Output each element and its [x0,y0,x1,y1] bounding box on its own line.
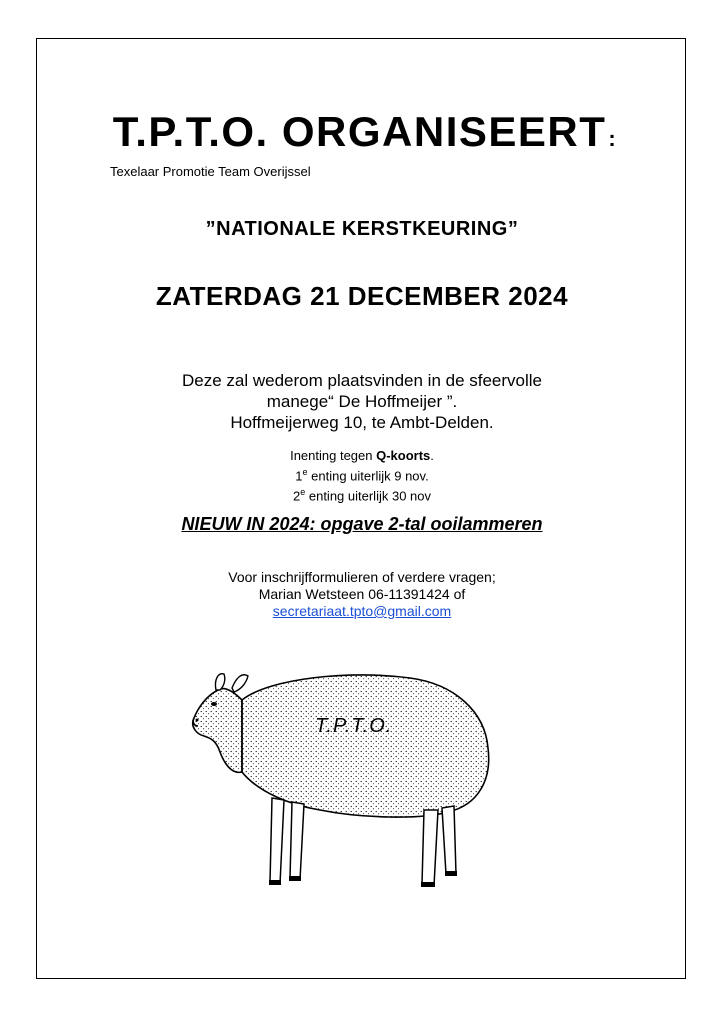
news-announcement: NIEUW IN 2024: opgave 2-tal ooilammeren [181,514,543,534]
title-colon: : [608,126,618,151]
vaccination-first: 1e enting uiterlijk 9 nov. [295,467,429,484]
page-title: T.P.T.O. ORGANISEERT: [112,108,618,155]
sheep-drawing [180,660,500,900]
venue-line: Deze zal wederom plaatsvinden in de sfeervolle [181,371,543,390]
venue-line: Hoffmeijerweg 10, te Ambt-Delden. [230,413,494,432]
disease-name: Q-koorts [376,448,431,463]
vaccination-intro: Inenting tegen Q-koorts. [290,448,434,463]
venue-line: manege“ De Hoffmeijer ”. [266,392,458,411]
contact-info [0,569,724,620]
vaccination-second: 2e enting uiterlijk 30 nov [293,487,431,504]
sheep-label: T.P.T.O. [315,715,393,737]
venue-info [0,370,724,433]
sheep-illustration [180,660,500,900]
contact-line: Voor inschrijfformulieren of verdere vragen; [228,569,496,585]
email-link[interactable]: secretariaat.tpto@gmail.com [272,603,452,619]
organization-subtitle: Texelaar Promotie Team Overijssel [110,164,311,179]
vaccination-info [0,447,724,505]
event-date: ZATERDAG 21 DECEMBER 2024 [155,281,569,311]
contact-line: Marian Wetsteen 06-11391424 of [258,586,466,602]
event-name: ”NATIONALE KERSTKEURING” [205,218,519,240]
